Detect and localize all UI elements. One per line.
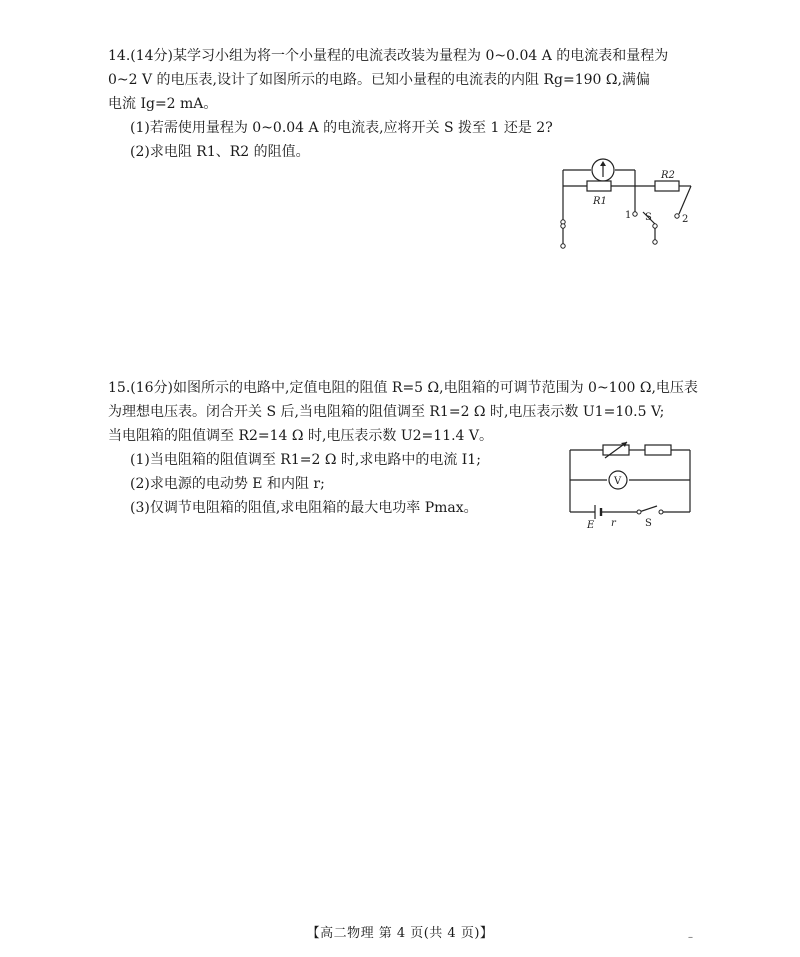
voltmeter-label: V (614, 476, 622, 487)
terminal-1 (633, 212, 637, 216)
label-r2: R2 (661, 170, 675, 181)
label-switch-s: S (645, 518, 652, 529)
resistor-r2 (655, 181, 679, 191)
q15-line-1: 15.(16分)如图所示的电路中,定值电阻的阻值 R=5 Ω,电阻箱的可调节范围为 0~100 Ω,电压表 (108, 380, 698, 396)
q15-sub-3: (3)仅调节电阻箱的阻值,求电阻箱的最大电功率 Pmax。 (130, 500, 478, 516)
q14-line-2: 0~2 V 的电压表,设计了如图所示的电路。已知小量程的电流表的内阻 Rg=190 Ω,满偏 (108, 72, 650, 88)
fixed-resistor-r (645, 445, 671, 455)
question-14 (108, 44, 708, 164)
q15-line-2: 为理想电压表。闭合开关 S 后,当电阻箱的阻值调至 R1=2 Ω 时,电压表示数 U1=10.5 V; (108, 404, 665, 420)
resistor-r1 (587, 181, 611, 191)
q14-circuit-diagram (555, 152, 700, 267)
label-terminal-2: 2 (682, 214, 689, 225)
label-emf-e: E (587, 520, 595, 530)
q14-sub-1: (1)若需使用量程为 0~0.04 A 的电流表,应将开关 S 拨至 1 还是 2? (130, 120, 553, 136)
label-switch-s: S (645, 212, 652, 223)
q15-sub-1: (1)当电阻箱的阻值调至 R1=2 Ω 时,求电路中的电流 I1; (130, 452, 481, 468)
corner-mark: – (688, 932, 693, 943)
q14-line-3: 电流 Ig=2 mA。 (108, 96, 218, 112)
label-internal-r: r (611, 518, 616, 529)
label-r1: R1 (593, 196, 607, 207)
page-footer: 【高二物理 第 4 页(共 4 页)】 (306, 926, 494, 941)
q14-line-1: 14.(14分)某学习小组为将一个小量程的电流表改装为量程为 0~0.04 A 的电流表和量程为 (108, 48, 669, 64)
q15-sub-2: (2)求电源的电动势 E 和内阻 r; (130, 476, 325, 492)
terminal-2 (675, 214, 679, 218)
q15-circuit-diagram (565, 440, 695, 530)
label-terminal-1: 1 (625, 210, 632, 221)
q14-sub-2: (2)求电阻 R1、R2 的阻值。 (130, 144, 310, 160)
q15-line-3: 当电阻箱的阻值调至 R2=14 Ω 时,电压表示数 U2=11.4 V。 (108, 428, 494, 444)
